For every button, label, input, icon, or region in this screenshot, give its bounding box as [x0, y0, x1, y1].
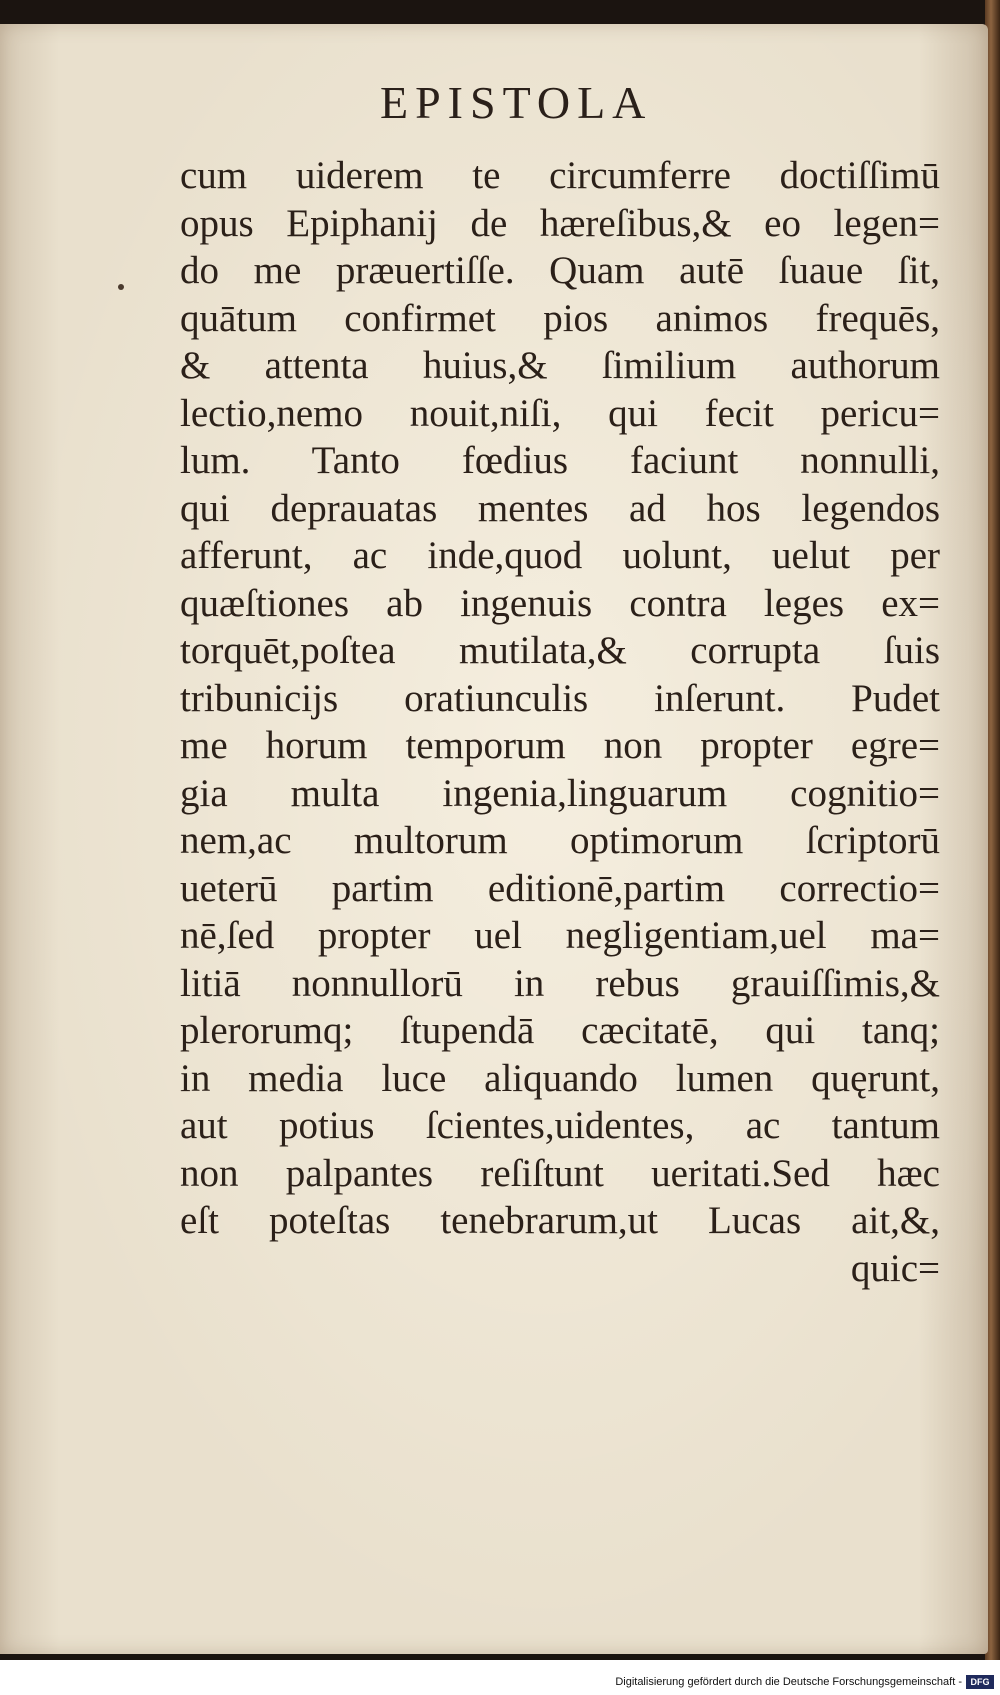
text-line: quæſtiones ab ingenuis contra leges ex=	[180, 581, 940, 625]
running-head: EPISTOLA	[380, 77, 653, 128]
text-line: lum. Tanto fœdius faciunt nonnulli,	[180, 439, 940, 482]
body-text	[180, 152, 940, 1292]
dfg-logo: DFG	[966, 1675, 994, 1689]
text-line: eſt poteſtas tenebrarum,ut Lucas ait,&,	[180, 1199, 940, 1242]
text-line: opus Epiphanij de hæreſibus,& eo legen=	[180, 201, 940, 245]
footer-credit: Digitalisierung gefördert durch die Deutsche Forschungsgemeinschaft -	[615, 1676, 962, 1688]
text-line: quātum confirmet pios animos frequēs,	[180, 296, 940, 340]
text-line: lectio,nemo nouit,niſi, qui fecit pericu=	[180, 391, 940, 435]
text-line: non palpantes reſiſtunt ueritati.Sed hæc	[180, 1151, 940, 1195]
text-line: in media luce aliquando lumen quęrunt,	[180, 1056, 940, 1100]
text-line: tribunicijs oratiunculis inſerunt. Pudet	[180, 676, 940, 720]
text-line: me horum temporum non propter egre=	[180, 724, 940, 767]
text-line: nem,ac multorum optimorum ſcriptorū	[180, 819, 940, 862]
text-line: do me præuertiſſe. Quam autē ſuaue ſit,	[180, 249, 940, 292]
text-line: cum uiderem te circumferre doctiſſimū	[180, 154, 940, 197]
text-line: afferunt, ac inde,quod uolunt, uelut per	[180, 534, 940, 577]
text-line: litiā nonnullorū in rebus grauiſſimis,&	[180, 961, 940, 1005]
text-line: aut potius ſcientes,uidentes, ac tantum	[180, 1104, 940, 1147]
text-line: plerorumq; ſtupendā cæcitatē, qui tanq;	[180, 1009, 940, 1052]
text-line: gia multa ingenia,linguarum cognitio=	[180, 771, 940, 815]
text-line: nē,ſed propter uel negligentiam,uel ma=	[180, 914, 940, 957]
text-line: ueterū partim editionē,partim correctio=	[180, 866, 940, 910]
book-page	[0, 24, 988, 1654]
margin-mark	[118, 284, 124, 290]
text-line: torquēt,poſtea mutilata,& corrupta ſuis	[180, 629, 940, 672]
text-line: & attenta huius,& ſimilium authorum	[180, 344, 940, 387]
text-line: qui deprauatas mentes ad hos legendos	[180, 486, 940, 530]
catchword: quic=	[850, 1246, 940, 1290]
